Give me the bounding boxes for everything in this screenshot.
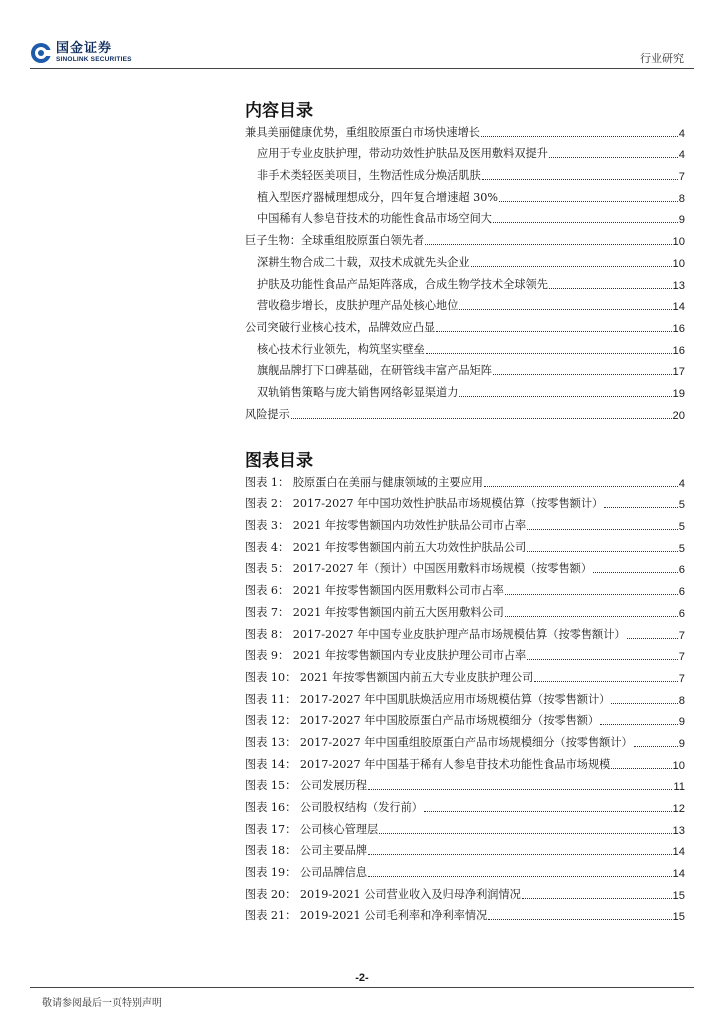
- dot-leader: [505, 616, 678, 617]
- contents-entry-text: 应用于专业皮肤护理，带动功效性护肤品及医用敷料双提升: [257, 147, 548, 161]
- contents-title: 内容目录: [245, 101, 313, 121]
- figure-entry-text: 图表 17： 公司核心管理层: [245, 822, 379, 836]
- contents-entry-page: 8: [678, 192, 685, 205]
- figure-entry-page: 14: [672, 868, 685, 881]
- dot-leader: [291, 418, 672, 419]
- dot-leader: [493, 222, 678, 223]
- contents-entry[interactable]: [245, 292, 685, 314]
- figure-entry-text: 图表 15： 公司发展历程: [245, 779, 368, 793]
- contents-entry[interactable]: [245, 313, 685, 335]
- dot-leader: [600, 724, 678, 725]
- figure-entry-text: 图表 5： 2017-2027 年（预计）中国医用敷料市场规模（按零售额）: [245, 562, 593, 576]
- contents-entry-page: 16: [672, 322, 685, 335]
- figure-entry-page: 11: [673, 781, 685, 794]
- figure-entry-text: 图表 7： 2021 年按零售额国内前五大医用敷料公司: [245, 605, 504, 619]
- figure-entry-text: 图表 2： 2017-2027 年中国功效性护肤品市场规模估算（按零售额计）: [245, 497, 604, 511]
- figure-entry-page: 5: [678, 521, 685, 534]
- figure-entry[interactable]: [245, 858, 685, 880]
- contents-entry[interactable]: [245, 357, 685, 379]
- figure-entry[interactable]: [245, 490, 685, 512]
- contents-entry-text: 中国稀有人参皂苷技术的功能性食品市场空间大: [257, 212, 492, 226]
- contents-entry[interactable]: [245, 183, 685, 205]
- figure-entry[interactable]: [245, 728, 685, 750]
- footer-disclaimer: 敬请参阅最后一页特别声明: [42, 998, 162, 1009]
- contents-entry-page: 20: [672, 409, 685, 422]
- figure-entry[interactable]: [245, 598, 685, 620]
- contents-entry-page: 10: [672, 257, 685, 270]
- dot-leader: [593, 572, 678, 573]
- contents-entry-text: 深耕生物合成二十载，双技术成就先头企业: [257, 255, 470, 269]
- contents-entry-page: 19: [672, 387, 685, 400]
- figure-entry[interactable]: [245, 620, 685, 642]
- contents-entry[interactable]: [245, 270, 685, 292]
- figure-entry-page: 5: [678, 499, 685, 512]
- contents-entry-page: 13: [672, 279, 685, 292]
- figure-entry-text: 图表 10： 2021 年按零售额国内前五大专业皮肤护理公司: [245, 670, 534, 684]
- figures-list: [245, 468, 685, 923]
- dot-leader: [368, 854, 672, 855]
- dot-leader: [424, 811, 672, 812]
- figure-entry-text: 图表 19： 公司品牌信息: [245, 866, 368, 880]
- contents-entry-text: 旗舰品牌打下口碑基础，在研管线丰富产品矩阵: [257, 364, 492, 378]
- contents-entry-text: 植入型医疗器械理想成分，四年复合增速超 30%: [257, 190, 498, 204]
- dot-leader: [604, 507, 678, 508]
- figure-entry[interactable]: [245, 533, 685, 555]
- dot-leader: [425, 244, 672, 245]
- figure-entry-text: 图表 4： 2021 年按零售额国内前五大功效性护肤品公司: [245, 540, 527, 554]
- figure-entry-page: 6: [678, 586, 685, 599]
- contents-entry[interactable]: [245, 226, 685, 248]
- figure-entry-page: 7: [678, 629, 685, 642]
- contents-entry-page: 4: [678, 127, 685, 140]
- dot-leader: [634, 746, 678, 747]
- figure-entry[interactable]: [245, 837, 685, 859]
- figure-entry-text: 图表 14： 2017-2027 年中国基于稀有人参皂苷技术功能性食品市场规模: [245, 757, 611, 771]
- logo-chinese-name: 国金证券: [56, 41, 113, 57]
- contents-entry[interactable]: [245, 378, 685, 400]
- contents-entry[interactable]: [245, 140, 685, 162]
- contents-entry-page: 7: [678, 171, 685, 184]
- contents-entry-page: 10: [672, 236, 685, 249]
- contents-entry-page: 16: [672, 344, 685, 357]
- dot-leader: [527, 659, 678, 660]
- dot-leader: [527, 551, 678, 552]
- contents-list: [245, 118, 685, 422]
- dot-leader: [611, 768, 671, 769]
- figure-entry-text: 图表 9： 2021 年按零售额国内专业皮肤护理公司市占率: [245, 649, 527, 663]
- dot-leader: [534, 681, 677, 682]
- figure-entry-page: 15: [672, 911, 685, 924]
- figure-entry[interactable]: [245, 663, 685, 685]
- dot-leader: [499, 201, 678, 202]
- figure-entry[interactable]: [245, 511, 685, 533]
- figure-entry[interactable]: [245, 902, 685, 924]
- dot-leader: [549, 157, 678, 158]
- figure-entry[interactable]: [245, 468, 685, 490]
- figure-entry-text: 图表 3： 2021 年按零售额国内功效性护肤品公司市占率: [245, 519, 527, 533]
- contents-entry[interactable]: [245, 248, 685, 270]
- figure-entry-page: 9: [678, 716, 685, 729]
- logo-english-name: SINOLINK SECURITIES: [56, 56, 132, 64]
- dot-leader: [493, 374, 672, 375]
- figure-entry[interactable]: [245, 750, 685, 772]
- figure-entry-text: 图表 20： 2019-2021 公司营业收入及归母净利润情况: [245, 887, 521, 901]
- contents-entry-text: 护肤及功能性食品产品矩阵落成，合成生物学技术全球领先: [257, 277, 548, 291]
- figure-entry[interactable]: [245, 642, 685, 664]
- contents-entry-page: 4: [678, 149, 685, 162]
- contents-entry[interactable]: [245, 118, 685, 140]
- figure-entry[interactable]: [245, 880, 685, 902]
- figure-entry[interactable]: [245, 685, 685, 707]
- figures-title: 图表目录: [245, 451, 313, 471]
- figure-entry-text: 图表 16： 公司股权结构（发行前）: [245, 801, 423, 814]
- dot-leader: [368, 789, 672, 790]
- figure-entry-page: 8: [678, 694, 685, 707]
- footer-divider: [30, 987, 694, 988]
- figure-entry[interactable]: [245, 707, 685, 729]
- contents-entry-page: 9: [678, 214, 685, 227]
- contents-entry-text: 核心技术行业领先，构筑坚实壁垒: [257, 342, 425, 356]
- figure-entry-page: 4: [678, 477, 685, 490]
- dot-leader: [482, 179, 678, 180]
- company-logo: [30, 40, 132, 66]
- contents-entry-text: 兼具美丽健康优势，重组胶原蛋白市场快速增长: [245, 125, 480, 139]
- figure-entry-text: 图表 8： 2017-2027 年中国专业皮肤护理产品市场规模估算（按零售额计）: [245, 627, 626, 641]
- figure-entry-page: 12: [672, 803, 685, 815]
- dot-leader: [368, 876, 672, 877]
- dot-leader: [549, 288, 672, 289]
- figure-entry-page: 5: [678, 542, 685, 555]
- figure-entry-text: 图表 11： 2017-2027 年中国肌肤焕活应用市场规模估算（按零售额计）: [245, 692, 611, 706]
- figure-entry-text: 图表 12： 2017-2027 年中国胶原蛋白产品市场规模细分（按零售额）: [245, 714, 600, 728]
- figure-entry-text: 图表 21： 2019-2021 公司毛利率和净利率情况: [245, 909, 488, 923]
- figure-entry-page: 6: [678, 564, 685, 577]
- dot-leader: [436, 331, 671, 332]
- dot-leader: [505, 594, 678, 595]
- dot-leader: [611, 703, 677, 704]
- figure-entry-page: 9: [678, 737, 685, 750]
- contents-entry[interactable]: [245, 161, 685, 183]
- figure-entry-page: 14: [672, 846, 685, 859]
- figure-entry-page: 13: [672, 824, 685, 837]
- sinolink-logo-icon: [30, 42, 52, 64]
- report-type: 行业研究: [640, 52, 684, 65]
- dot-leader: [379, 833, 671, 834]
- dot-leader: [459, 309, 671, 310]
- dot-leader: [484, 486, 678, 487]
- dot-leader: [481, 136, 678, 137]
- contents-entry-page: 17: [672, 366, 685, 379]
- contents-entry-text: 非手术类轻医美项目，生物活性成分焕活肌肤: [257, 169, 481, 183]
- figure-entry-page: 7: [678, 651, 685, 664]
- figure-entry-page: 7: [678, 672, 685, 685]
- figure-entry[interactable]: [245, 555, 685, 577]
- dot-leader: [459, 396, 671, 397]
- figure-entry[interactable]: [245, 815, 685, 837]
- dot-leader: [627, 638, 678, 639]
- header-divider: [30, 68, 694, 69]
- figure-entry-page: 15: [672, 889, 685, 902]
- contents-entry[interactable]: [245, 400, 685, 422]
- figure-entry-text: 图表 6： 2021 年按零售额国内医用敷料公司市占率: [245, 584, 504, 598]
- dot-leader: [426, 353, 672, 354]
- dot-leader: [471, 266, 672, 267]
- contents-entry-text: 巨子生物：全球重组胶原蛋白领先者: [245, 234, 425, 248]
- contents-entry-text: 营收稳步增长，皮肤护理产品处核心地位: [257, 299, 459, 313]
- dot-leader: [488, 919, 671, 920]
- figure-entry-text: 图表 1： 胶原蛋白在美丽与健康领域的主要应用: [245, 475, 483, 489]
- contents-entry-text: 风险提示: [245, 407, 290, 421]
- contents-entry-text: 公司突破行业核心技术，品牌效应凸显: [245, 320, 436, 334]
- figure-entry[interactable]: [245, 793, 685, 815]
- contents-entry[interactable]: [245, 205, 685, 227]
- dot-leader: [522, 898, 672, 899]
- contents-entry-text: 双轨销售策略与庞大销售网络彰显渠道力: [257, 385, 459, 399]
- page-number: -2-: [355, 972, 369, 984]
- page-header: [0, 0, 724, 70]
- figure-entry-page: 6: [678, 607, 685, 620]
- dot-leader: [527, 529, 678, 530]
- figure-entry[interactable]: [245, 772, 685, 794]
- figure-entry-text: 图表 18： 公司主要品牌: [245, 844, 368, 858]
- contents-entry[interactable]: [245, 335, 685, 357]
- contents-entry-page: 14: [672, 301, 685, 314]
- figure-entry-text: 图表 13： 2017-2027 年中国重组胶原蛋白产品市场规模细分（按零售额计）: [245, 735, 633, 749]
- figure-entry-page: 10: [672, 759, 685, 772]
- figure-entry[interactable]: [245, 576, 685, 598]
